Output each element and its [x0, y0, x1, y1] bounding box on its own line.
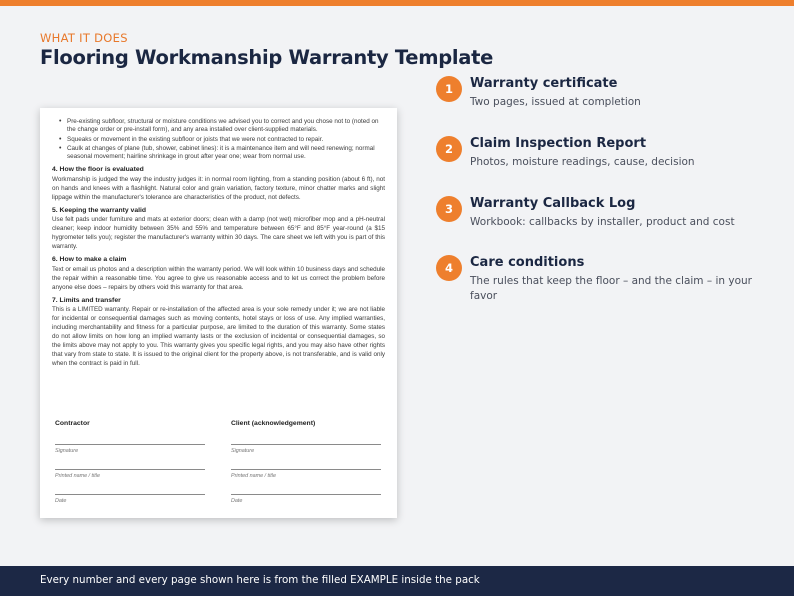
contractor-signature-column [55, 420, 205, 504]
signature-line [231, 444, 381, 445]
date-line [55, 494, 205, 495]
feature-title: Warranty certificate [470, 76, 618, 91]
feature-description: The rules that keep the floor – and the claim – in your favor [470, 275, 752, 302]
signature-caption: Signature [55, 448, 79, 454]
date-caption: Date [55, 498, 67, 504]
number-badge: 1 [436, 76, 462, 102]
feature-description: Two pages, issued at completion [470, 96, 641, 108]
feature-title: Claim Inspection Report [470, 136, 647, 151]
exclusions-list [52, 118, 385, 161]
signature-line [55, 444, 205, 445]
client-heading: Client (acknowledgement) [231, 420, 316, 427]
number-badge: 2 [436, 136, 462, 162]
list-item: • Pre-existing subfloor, structural or moisture conditions we advised you to correct and you chose not to (noted on the change order or pre-install form), and any area installed over client-supplied materials. [67, 118, 385, 134]
name-line [55, 469, 205, 470]
section-body: Text or email us photos and a description within the warranty period. We will look within 10 business days and schedule the repair within a reasonable time. You agree to give us reasonable access and to let us correct the problem before anyone else does – repairs by others void this warranty for that area. [52, 265, 385, 291]
name-caption: Printed name / title [55, 473, 100, 479]
section-body: Use felt pads under furniture and mats at exterior doors; clean with a damp (not wet) microfiber mop and a pH-neutral cleaner; keep indoor humidity between 35% and 55% and temperature between 65°F and 85°F year-round (a $15 hygrometer tells you); register the manufacturer's warranty within 30 days. The care sheet we left with you is part of this warranty. [52, 216, 385, 250]
top-accent-bar [0, 0, 794, 6]
section-heading: 5. Keeping the warranty valid [52, 206, 147, 214]
date-line [231, 494, 381, 495]
date-caption: Date [231, 498, 243, 504]
footer-banner: Every number and every page shown here is from the filled EXAMPLE inside the pack [0, 566, 794, 596]
section-body: Workmanship is judged the way the industry judges it: in normal room lighting, from a standing position (about 6 ft), not on hands and knees with a flashlight. Natural color and grain variation, factory texture, minor chatter marks and slight lippage within the manufacturer's tolerance are characteristics of the product, not defects. [52, 175, 385, 201]
section-heading: 6. How to make a claim [52, 256, 127, 263]
eyebrow-label: WHAT IT DOES [40, 31, 128, 45]
number-badge: 4 [436, 255, 462, 281]
feature-title: Warranty Callback Log [470, 196, 636, 211]
section-heading: 7. Limits and transfer [52, 296, 121, 304]
signature-caption: Signature [231, 448, 255, 454]
section-body: This is a LIMITED warranty. Repair or re-installation of the affected area is your sole remedy under it; we are not liable for incidental or consequential damages such as moving contents, hotel stays or loss of use. Any implied warranties, including merchantability and fitness for a particular purpose, are limited to the duration of this warranty. Some states do not allow limits on how long an implied warranty lasts or the exclusion of incidental or consequential damages, so the limits above may not apply to you. This warranty gives you specific legal rights, and you may also have other rights that vary from state to state. It is issued to the original client for the property above, is not transferable, and is valid only when the contract is paid in full. [52, 306, 385, 367]
feature-title: Care conditions [470, 255, 585, 270]
section-heading: 4. How the floor is evaluated [52, 166, 144, 173]
feature-description: Workbook: callbacks by installer, product and cost [470, 216, 735, 228]
contractor-heading: Contractor [55, 420, 90, 427]
client-signature-column [231, 420, 381, 504]
page-title: Flooring Workmanship Warranty Template [40, 46, 494, 69]
name-line [231, 469, 381, 470]
warranty-document-preview [40, 108, 397, 518]
list-item: • Caulk at changes of plane (tub, shower, cabinet lines): it is a maintenance item and will need renewing; normal seasonal movement; hairline shrinkage in grout after year one; wear from normal use. [67, 145, 385, 161]
list-item: • Squeaks or movement in the existing subfloor or joists that we were not contracted to repair. [67, 136, 385, 144]
name-caption: Printed name / title [231, 473, 276, 479]
number-badge: 3 [436, 196, 462, 222]
feature-description: Photos, moisture readings, cause, decision [470, 156, 695, 168]
